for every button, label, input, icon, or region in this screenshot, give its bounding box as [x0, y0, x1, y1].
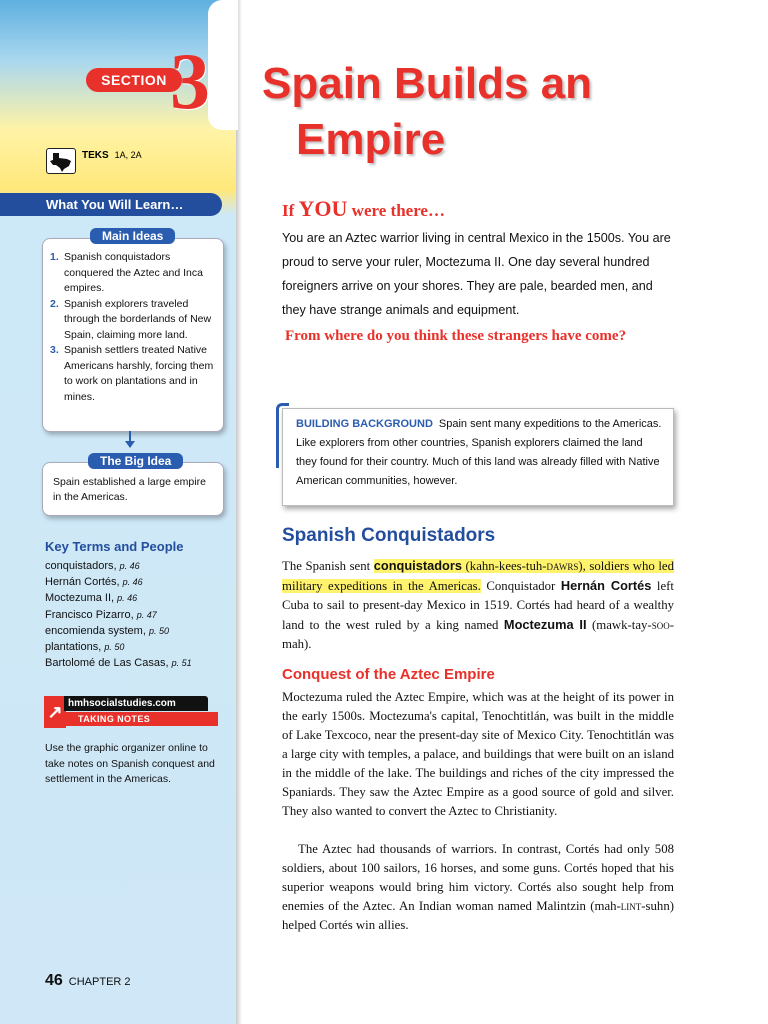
big-idea-text: Spain established a large empire in the Americas.: [53, 476, 206, 503]
section-label: SECTION: [86, 68, 182, 92]
main-ideas-label: Main Ideas: [90, 228, 175, 244]
list-item: conquistadors, p. 46: [45, 560, 140, 572]
section-number: 3: [170, 38, 210, 126]
paragraph-conquistadors: The Spanish sent conquistadors (kahn-kees-tuh-dawrs), soldiers who led military expeditions in the Americas. Conquistador Hernán Cortés left Cuba to sail to present-day Mexico in 1519. Cortés had heard of a wealthy land to the west ruled by a king named Moctezuma II (mawk-tay-soo-mah).: [282, 558, 674, 651]
site-url[interactable]: hmhsocialstudies.com: [64, 696, 208, 711]
big-idea-label: The Big Idea: [88, 453, 183, 469]
page-gutter-shadow: [236, 0, 242, 1024]
list-item: 1. Spanish conquistadors conquered the Aztec and Inca empires.: [50, 251, 203, 294]
list-item: 2. Spanish explorers traveled through the borderlands of New Spain, claiming more land.: [50, 297, 212, 341]
main-ideas-list: [50, 250, 218, 405]
list-item: Bartolomé de Las Casas, p. 51: [45, 657, 192, 670]
heading-spanish-conquistadors: Spanish Conquistadors: [282, 525, 496, 546]
list-item: Moctezuma II, p. 46: [45, 592, 138, 605]
list-item: 3. Spanish settlers treated Native Americans harshly, forcing them to work on plantations and in mines.: [50, 344, 214, 403]
page-title: Spain Builds an Empire: [262, 59, 593, 164]
teks-standards: TEKS 1A, 2A: [82, 150, 142, 161]
paragraph-aztec-1: Moctezuma ruled the Aztec Empire, which was at the height of its power in the early 1500s. Moctezuma's capital, Tenochtitlán, was built in the middle of Lake Texcoco, near the present-day site of Mexico City. Tenochtitlán was a large city with temples, a palace, and buildings that were built on an island in the middle of the lake. The buildings and riches of the city impressed the Spaniards. They saw the Aztec Empire as a good source of gold and silver. They also wanted to convert the Aztec to Christianity.: [282, 690, 674, 818]
taking-notes-label: TAKING NOTES: [64, 712, 218, 726]
taking-notes-text: Use the graphic organizer online to take notes on Spanish conquest and settlement in the Americas.: [45, 742, 215, 785]
list-item: plantations, p. 50: [45, 641, 125, 654]
intro-text: You are an Aztec warrior living in central Mexico in the 1500s. You are proud to serve your ruler, Moctezuma II. One day several hundred foreigners arrive on your shores. They are pale, bearded men, and they have strange animals and equipment.: [282, 231, 671, 317]
what-you-will-learn-heading: What You Will Learn…: [0, 193, 222, 216]
list-item: Hernán Cortés, p. 46: [45, 576, 143, 589]
key-terms-list: [45, 558, 192, 671]
if-you-were-there-heading: If YOU were there…: [282, 196, 445, 221]
building-background-text: BUILDING BACKGROUND Spain sent many expeditions to the Americas. Like explorers from other countries, Spanish explorers claimed the land they found for their country. Much of this land was already filled with Native American communities, however.: [296, 418, 662, 487]
key-terms-title: Key Terms and People: [45, 539, 184, 554]
page-footer: 46 CHAPTER 2: [45, 972, 131, 989]
arrow-link-icon: ↗: [44, 696, 66, 728]
texas-map-icon: [46, 148, 76, 174]
online-resource-link[interactable]: [44, 696, 204, 730]
bracket-decoration: [276, 403, 289, 468]
discussion-question: From where do you think these strangers have come?: [285, 328, 627, 344]
list-item: Francisco Pizarro, p. 47: [45, 608, 157, 621]
heading-conquest-aztec: Conquest of the Aztec Empire: [282, 666, 495, 683]
section-tab: [208, 0, 238, 130]
list-item: encomienda system, p. 50: [45, 624, 169, 637]
paragraph-aztec-2: The Aztec had thousands of warriors. In contrast, Cortés had only 508 soldiers, about 100 sailors, 16 horses, and some guns. Cortés hoped that his superior weapons would bring him victory. Cortés also sought help from enemies of the Aztec. An Indian woman named Malintzin (mah-lint-suhn) helped Cortés win allies.: [282, 842, 674, 932]
arrow-head-icon: [125, 441, 135, 448]
